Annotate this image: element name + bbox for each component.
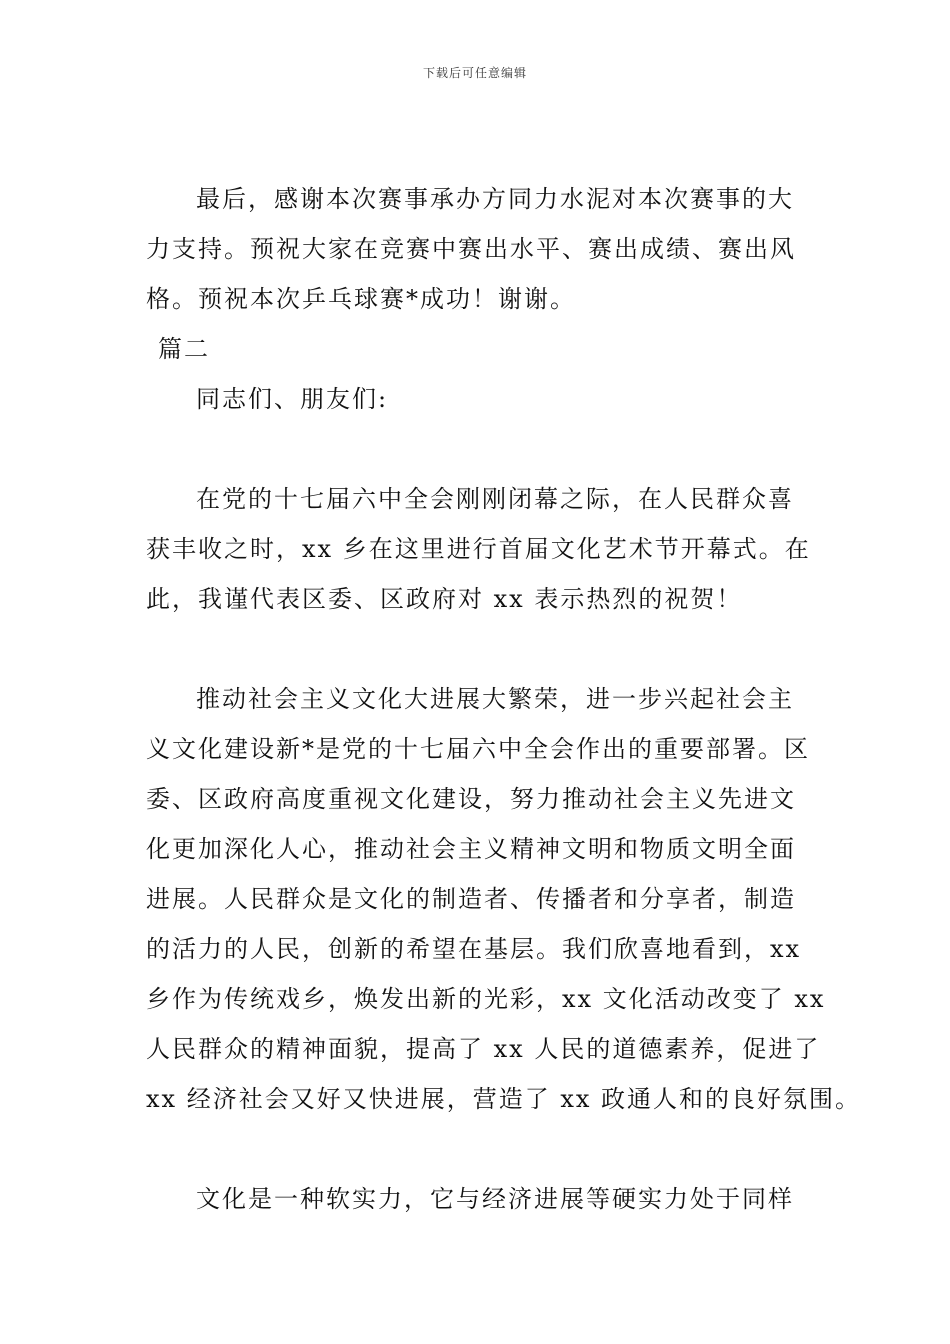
paragraph-line: 人民群众的精神面貌，提高了 xx 人民的道德素养，促进了 xyxy=(146,1035,821,1063)
paragraph-line: 义文化建设新*是党的十七届六中全会作出的重要部署。区 xyxy=(146,735,810,763)
paragraph-line: 化更加深化人心，推动社会主义精神文明和物质文明全面 xyxy=(146,835,796,863)
paragraph-line: 格。预祝本次乒乓球赛*成功！谢谢。 xyxy=(146,285,576,313)
paragraph-line: 推动社会主义文化大进展大繁荣，进一步兴起社会主 xyxy=(196,685,794,713)
paragraph-line: 获丰收之时，xx 乡在这里进行首届文化艺术节开幕式。在 xyxy=(146,535,811,563)
paragraph-line: 进展。人民群众是文化的制造者、传播者和分享者，制造 xyxy=(146,885,796,913)
paragraph-line: 在党的十七届六中全会刚刚闭幕之际，在人民群众喜 xyxy=(196,485,794,513)
paragraph-line: 力支持。预祝大家在竞赛中赛出水平、赛出成绩、赛出风 xyxy=(146,235,796,263)
page-header: 下载后可任意编辑 xyxy=(422,66,527,80)
salutation: 同志们、朋友们: xyxy=(196,385,389,413)
paragraph-line: 的活力的人民，创新的希望在基层。我们欣喜地看到，xx xyxy=(146,935,802,963)
paragraph-line: xx 经济社会又好又快进展，营造了 xx 政通人和的良好氛围。 xyxy=(146,1085,862,1113)
paragraph-line: 此，我谨代表区委、区政府对 xx 表示热烈的祝贺！ xyxy=(146,585,743,613)
paragraph-line: 文化是一种软实力，它与经济进展等硬实力处于同样 xyxy=(196,1185,794,1213)
paragraph-line: 最后，感谢本次赛事承办方同力水泥对本次赛事的大 xyxy=(196,185,794,213)
paragraph-line: 乡作为传统戏乡，焕发出新的光彩，xx 文化活动改变了 xx xyxy=(146,985,826,1013)
paragraph-line: 委、区政府高度重视文化建设，努力推动社会主义先进文 xyxy=(146,785,796,813)
section-heading: 篇二 xyxy=(158,335,210,363)
